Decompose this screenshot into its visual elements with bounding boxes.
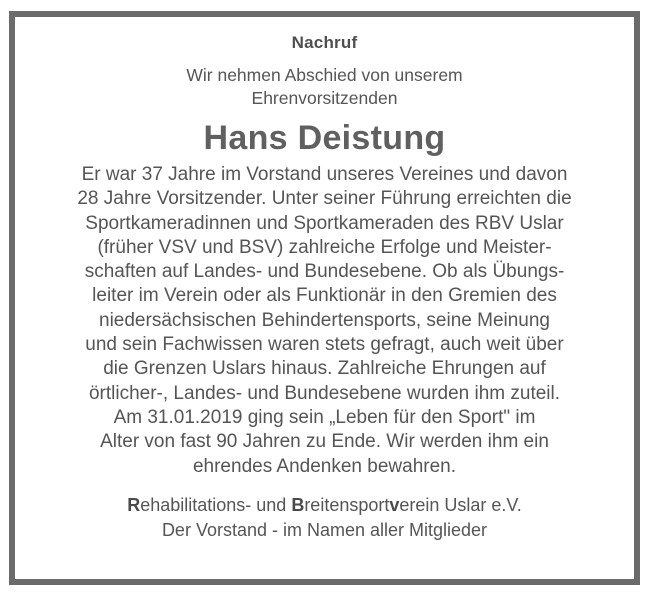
body-line: Alter von fast 90 Jahren zu Ende. Wir werden ihm ein — [100, 431, 549, 453]
body-line: Am 31.01.2019 ging sein „Leben für den Sport" im — [113, 406, 536, 428]
obituary-body — [15, 163, 634, 479]
body-line: schaften auf Landes- und Bundesebene. Ob als Übungs- — [84, 261, 565, 283]
obituary-notice — [9, 11, 640, 585]
signature-block — [15, 493, 634, 543]
body-line: und sein Fachwissen waren stets gefragt, auch weit über — [85, 334, 564, 356]
body-line: leiter im Verein oder als Funktionär in den Gremien des — [92, 285, 557, 307]
body-line: Er war 37 Jahre im Vorstand unseres Vereines und davon — [81, 164, 568, 185]
org-initial-v: v — [389, 494, 400, 515]
intro-line: Ehrenvorsitzenden — [251, 88, 398, 108]
body-line: 28 Jahre Vorsitzender. Unter seiner Führung erreichten die — [77, 188, 572, 210]
body-line: Sportkameradinnen und Sportkameraden des RBV Uslar — [85, 212, 564, 234]
deceased-name: Hans Deistung — [203, 119, 446, 157]
org-initial-r: R — [127, 494, 141, 515]
org-text: reitensport — [304, 494, 390, 515]
body-line: örtlicher-, Landes- und Bundesebene wurden ihm zuteil. — [88, 382, 561, 404]
notice-heading: Nachruf — [291, 33, 358, 52]
body-line: ehrendes Andenken bewahren. — [192, 455, 457, 477]
org-text: erein Uslar e.V. — [399, 494, 522, 515]
organization-name — [15, 493, 634, 518]
org-initial-b: B — [291, 494, 305, 515]
body-line: niedersächsischen Behindertensports, seine Meinung — [99, 309, 550, 331]
board-signature: Der Vorstand - im Namen aller Mitglieder — [161, 519, 488, 540]
intro-line: Wir nehmen Abschied von unserem — [186, 65, 463, 85]
org-text: ehabilitations- und — [140, 494, 292, 515]
body-line: die Grenzen Uslars hinaus. Zahlreiche Ehrungen auf — [103, 358, 546, 380]
body-line: (früher VSV und BSV) zahlreiche Erfolge und Meister- — [97, 236, 552, 258]
intro-text — [15, 64, 634, 110]
